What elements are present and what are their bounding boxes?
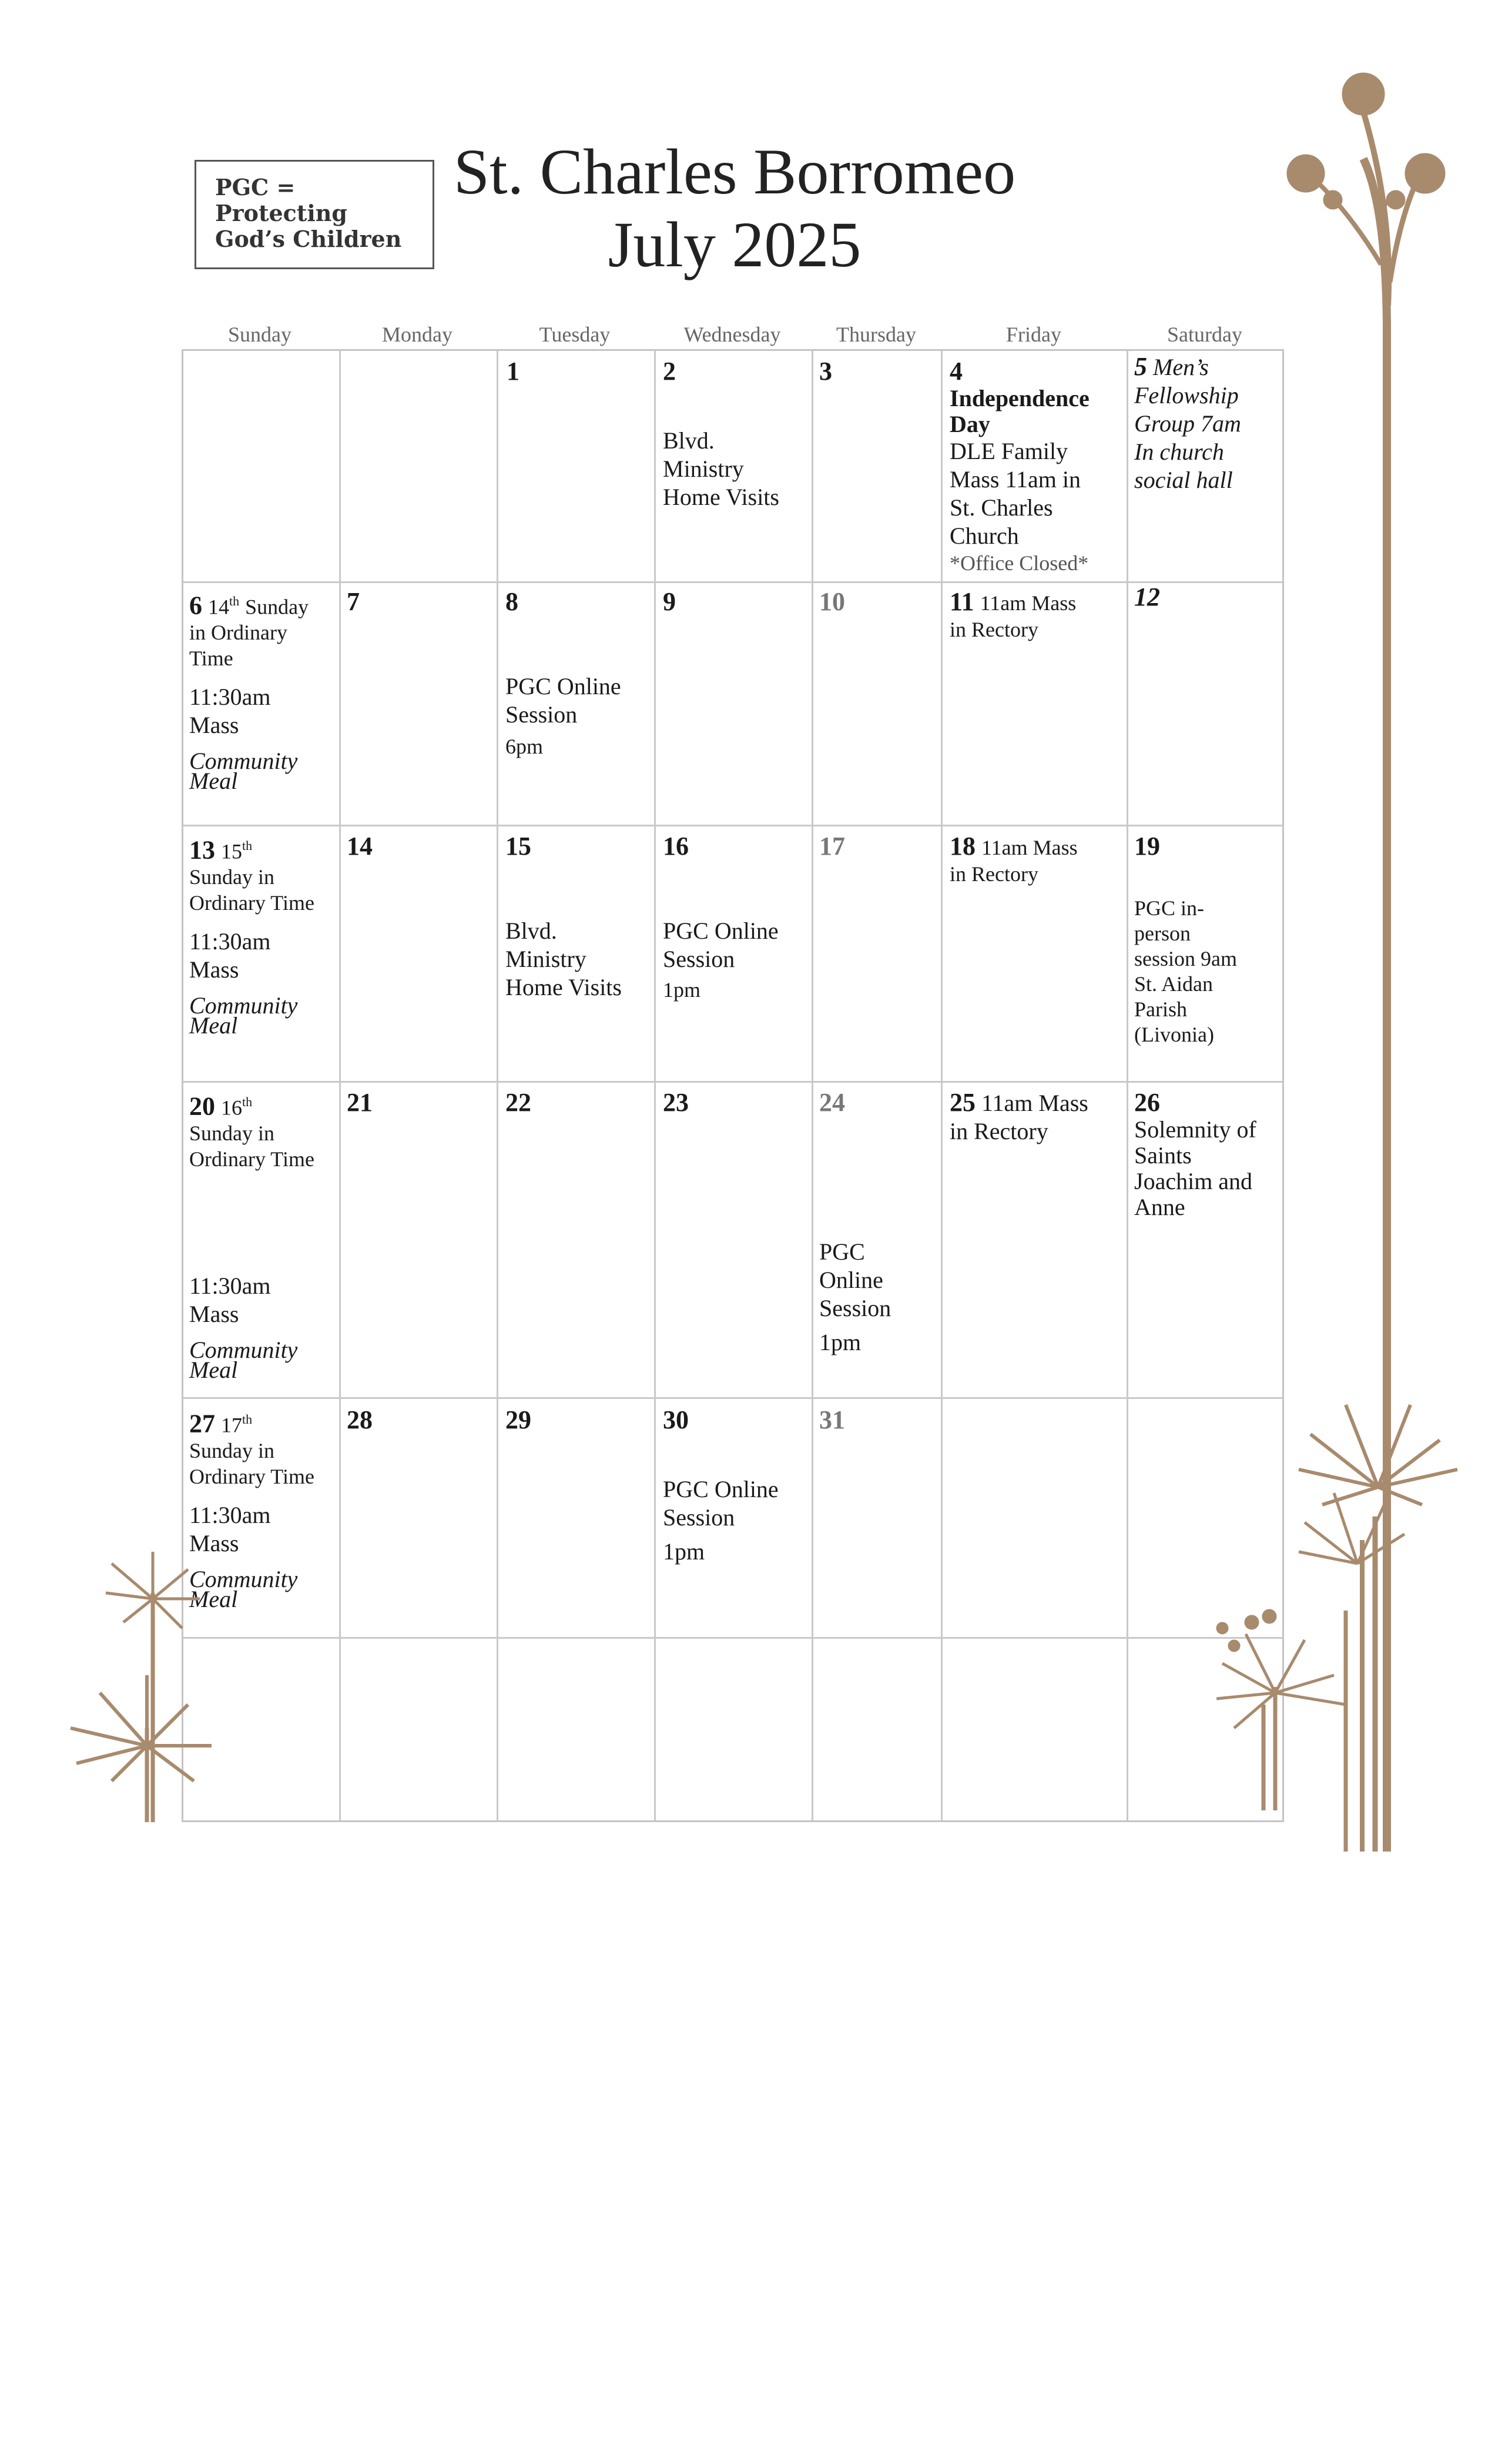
day-number: 13 [189,835,215,865]
event-line: DLE Family [950,438,1068,464]
meal-line: Community [189,1566,298,1593]
day-number: 16 [663,832,689,861]
event-text [950,437,1090,550]
day-cell-30 [663,1406,779,1566]
day-cell-11 [950,588,1076,642]
weekday-friday: Friday [1006,323,1061,346]
meal-line: Meal [189,1586,238,1613]
day-cell-21 [347,1089,373,1117]
event-line: Ministry [505,946,586,972]
meal-line: Community [189,992,298,1019]
grid-line [1127,351,1128,1820]
event-line: Session [819,1295,891,1321]
day-number: 12 [1134,582,1160,611]
day-number: 17 [819,832,845,861]
weekday-header-row [0,322,1495,351]
day-number: 23 [663,1088,689,1117]
event-line: PGC in- [1134,896,1205,920]
event-line: PGC Online [663,918,779,944]
day-number: 21 [347,1088,373,1117]
grid-line [183,581,1282,583]
day-cell-3 [819,357,832,386]
event-line: Home Visits [663,484,779,510]
sunday-label: in Ordinary [189,621,287,645]
day-number: 15 [505,832,531,861]
event-line: 11am Mass [981,836,1078,859]
event-line: Ministry [663,456,744,482]
day-number: 14 [347,832,373,861]
sunday-label: Ordinary Time [189,1147,315,1171]
day-cell-28 [347,1406,373,1434]
mass-line: Mass [189,1301,239,1328]
calendar-grid [182,349,1284,1822]
event-time: 6pm [505,735,544,758]
ordinal-suffix: th [242,1094,253,1109]
day-cell-19 [1134,832,1237,1047]
day-cell-9 [663,588,676,616]
event-line: social hall [1134,467,1233,493]
grid-line [183,1081,1282,1083]
day-number: 26 [1134,1088,1160,1117]
mass-time [189,928,314,984]
ordinal-number: 15 [221,839,242,863]
event-text [663,1475,779,1532]
palm-leaf-illustration [1211,1599,1352,1810]
holiday-name [950,386,1090,437]
day-number: 2 [663,357,676,386]
event-time: 1pm [663,978,701,1002]
day-cell-4 [950,357,1090,576]
sunday-label: Sunday [245,595,309,619]
event-text [1134,896,1237,1047]
event-line: Men’s [1153,354,1209,380]
day-cell-18 [950,832,1078,887]
legend-box [195,160,434,269]
day-number: 29 [505,1405,531,1434]
day-number: 19 [1134,832,1160,861]
event-line: Group 7am [1134,410,1241,437]
day-number: 24 [819,1088,845,1117]
sunday-label: Sunday in [189,865,275,889]
community-meal [189,1337,314,1384]
event-line: Session [663,946,735,972]
event-line: PGC Online [505,673,621,699]
event-line: Church [950,523,1019,549]
day-number: 20 [189,1092,215,1121]
event-line: person [1134,922,1191,945]
day-cell-13 [189,832,315,1039]
day-number: 11 [950,587,974,616]
event-line: PGC [819,1238,865,1265]
event-text [663,427,779,511]
holiday-line: Day [950,411,990,437]
grid-line [941,351,943,1820]
event-line: (Livonia) [1134,1023,1214,1046]
mass-time [189,1501,314,1558]
event-line: in Rectory [950,862,1038,886]
event-line: Fellowship [1134,382,1239,409]
ordinal-number: 14 [208,595,229,619]
palm-leaf-illustration [65,1552,223,1822]
event-line: 11am Mass [980,591,1077,615]
ordinal-suffix: th [229,594,240,608]
day-cell-23 [663,1089,689,1117]
mass-line: 11:30am [189,684,271,711]
mass-line: Mass [189,1530,239,1557]
mass-time [189,1272,314,1328]
event-line: Solemnity of [1134,1116,1256,1143]
day-cell-22 [505,1089,531,1117]
day-number: 28 [347,1405,373,1434]
month-title: July 2025 [608,209,862,280]
community-meal [189,992,314,1039]
weekday-wednesday: Wednesday [683,323,781,346]
ordinal-suffix: th [242,1412,253,1427]
day-cell-12 [1134,583,1160,611]
event-line: Online [819,1267,883,1293]
plant-stem-illustration [1275,59,1469,1857]
day-number: 7 [347,587,360,616]
day-number: 8 [505,587,518,616]
day-number: 22 [505,1088,531,1117]
day-cell-10 [819,588,845,616]
meal-line: Meal [189,1012,238,1039]
weekday-monday: Monday [382,323,452,346]
mass-time [189,683,309,739]
event-text [819,1238,891,1323]
day-cell-6 [189,588,309,795]
legend-line-2: God’s Children [215,226,402,252]
event-text [505,917,622,1002]
event-line: Session [663,1504,735,1531]
calendar-title [411,135,1058,281]
day-cell-25 [950,1089,1088,1146]
day-cell-26 [1134,1089,1256,1220]
meal-line: Meal [189,1357,238,1384]
sunday-label: Time [189,647,233,671]
mass-line: Mass [189,712,239,739]
meal-line: Meal [189,768,238,795]
day-number: 4 [950,357,963,386]
day-cell-16 [663,832,779,1003]
day-number: 9 [663,587,676,616]
event-line: Session [505,701,578,728]
day-cell-15 [505,832,622,1002]
event-line: Parish [1134,997,1187,1021]
day-cell-5 [1134,353,1241,494]
grid-line [183,1637,1282,1639]
grid-line [654,351,656,1820]
weekday-sunday: Sunday [228,323,291,346]
event-text [1134,1117,1256,1220]
weekday-thursday: Thursday [836,323,916,346]
event-line: Mass 11am in [950,466,1081,493]
weekday-tuesday: Tuesday [539,323,611,346]
ordinal-number: 17 [221,1413,242,1437]
grid-line [183,1397,1282,1399]
day-cell-24 [819,1089,891,1357]
day-number: 10 [819,587,845,616]
event-line: Saints [1134,1142,1192,1169]
event-line: 11am Mass [981,1090,1088,1116]
day-number: 27 [189,1409,215,1438]
meal-line: Community [189,748,298,775]
weekday-saturday: Saturday [1167,323,1242,346]
day-cell-1 [507,357,519,386]
day-number: 25 [950,1088,976,1117]
event-text [663,917,779,973]
event-line: PGC Online [663,1476,779,1502]
day-number: 3 [819,357,832,386]
day-number: 1 [507,357,519,386]
day-cell-31 [819,1406,845,1434]
holiday-line: Independence [950,385,1090,411]
sunday-label: Ordinary Time [189,891,315,915]
event-time: 1pm [819,1329,862,1355]
event-line: Anne [1134,1194,1185,1220]
page-title: St. Charles Borromeo [453,136,1016,207]
event-time: 1pm [663,1538,705,1565]
day-cell-2 [663,357,779,511]
sunday-label: Sunday in [189,1121,275,1146]
community-meal [189,748,309,795]
grid-line [339,351,341,1820]
day-number: 18 [950,832,976,861]
event-line: St. Aidan [1134,972,1214,996]
ordinal-number: 16 [221,1096,242,1120]
day-number: 30 [663,1405,689,1434]
event-line: session 9am [1134,947,1237,970]
day-cell-7 [347,588,360,616]
day-cell-20 [189,1089,315,1384]
event-line: Blvd. [663,427,715,454]
event-line: In church [1134,438,1224,465]
mass-line: 11:30am [189,1502,271,1529]
day-cell-8 [505,588,621,759]
mass-line: 11:30am [189,928,271,955]
event-text [505,672,621,729]
office-closed-note: *Office Closed* [950,551,1089,575]
event-line: Blvd. [505,918,557,944]
meal-line: Community [189,1337,298,1364]
event-line: Home Visits [505,974,622,1000]
sunday-label: Ordinary Time [189,1465,315,1489]
day-cell-14 [347,832,373,861]
day-number: 31 [819,1405,845,1434]
mass-line: 11:30am [189,1273,271,1300]
event-line: Joachim and [1134,1168,1253,1194]
day-cell-17 [819,832,845,861]
mass-line: Mass [189,956,239,983]
day-number: 5 [1134,352,1147,381]
event-line: St. Charles [950,494,1053,521]
grid-line [183,825,1282,826]
day-cell-29 [505,1406,531,1434]
ordinal-suffix: th [242,838,253,853]
grid-line [812,351,813,1820]
day-number: 6 [189,591,202,620]
event-line: in Rectory [950,1118,1048,1144]
sunday-label: Sunday in [189,1439,275,1463]
grid-line [497,351,498,1820]
legend-line-1: PGC = Protecting [215,174,347,226]
event-line: in Rectory [950,618,1038,641]
